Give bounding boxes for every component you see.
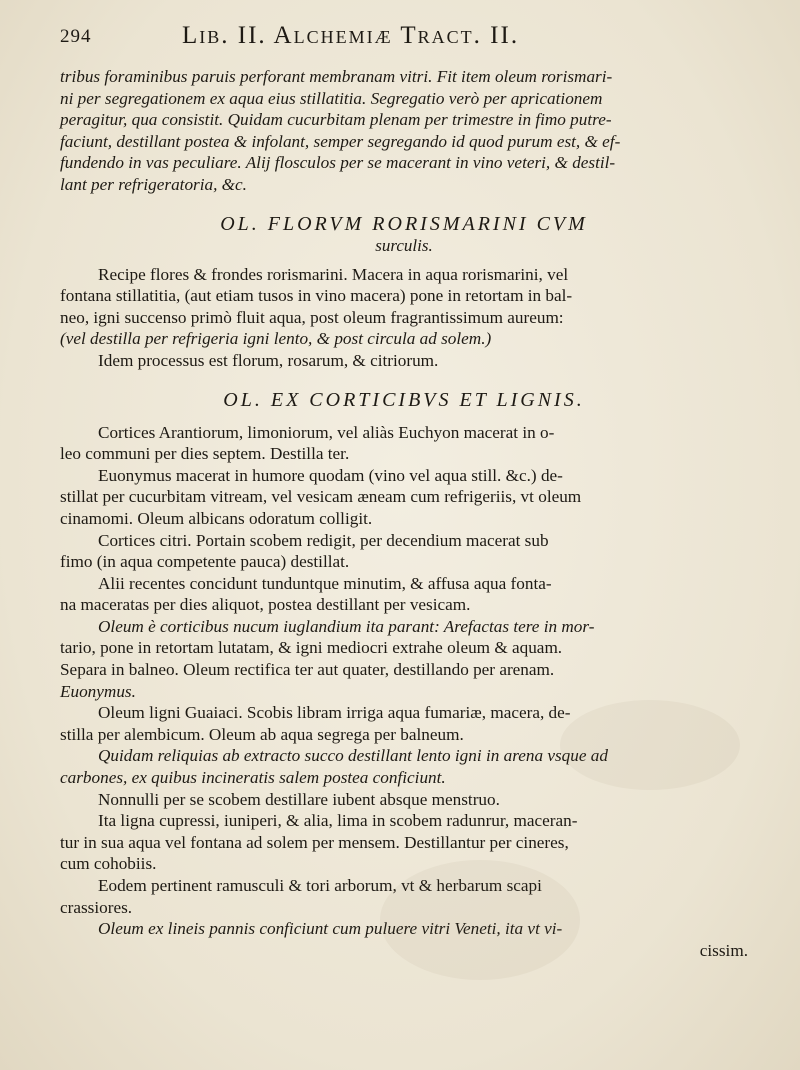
text-line: lant per refrigeratoria, &c. bbox=[60, 174, 247, 194]
text-line: Euonymus macerat in humore quodam (vino vel aqua still. &c.) de- bbox=[98, 465, 563, 485]
text-line: (vel destilla per refrigeria igni lento, & post circula ad solem.) bbox=[60, 329, 492, 349]
text-line: Cortices citri. Portain scobem redigit, per decendium macerat sub bbox=[98, 530, 549, 550]
text-line: carbones, ex quibus incineratis salem postea conficiunt. bbox=[60, 768, 446, 788]
text-line: fontana stillatitia, (aut etiam tusos in vino macera) pone in retortam in bal- bbox=[60, 286, 573, 306]
text-line: crassiores. bbox=[60, 897, 133, 917]
continuation-paragraph bbox=[60, 66, 748, 196]
section-subheading: surculis. bbox=[375, 235, 433, 255]
text-line: Cortices Arantiorum, limoniorum, vel aliàs Euchyon macerat in o- bbox=[98, 422, 555, 442]
text-line: na maceratas per dies aliquot, postea destillant per vesicam. bbox=[60, 595, 471, 615]
text-line: Idem processus est florum, rosarum, & citriorum. bbox=[98, 350, 439, 370]
text-line: tribus foraminibus paruis perforant membranam vitri. Fit item oleum rorismari- bbox=[60, 67, 613, 86]
text-line: Separa in balneo. Oleum rectifica ter aut quater, destillando per arenam. bbox=[60, 660, 555, 680]
text-line: Euonymus. bbox=[60, 681, 136, 701]
text-line: fimo (in aqua competente pauca) destillat. bbox=[60, 552, 350, 572]
text-line: Quidam reliquias ab extracto succo destillant lento igni in arena vsque ad bbox=[98, 746, 608, 766]
section-heading: OL. EX CORTICIBVS ET LIGNIS. bbox=[223, 388, 585, 411]
text-line: Recipe flores & frondes rorismarini. Macera in aqua rorismarini, vel bbox=[98, 264, 569, 284]
section-rorismarini bbox=[60, 212, 748, 372]
text-line: tur in sua aqua vel fontana ad solem per mensem. Destillantur per cineres, bbox=[60, 832, 569, 852]
text-line: Oleum ligni Guaiaci. Scobis libram irriga aqua fumariæ, macera, de- bbox=[98, 703, 571, 723]
text-line: faciunt, destillant postea & infolant, semper segregando id quod purum est, & ef- bbox=[60, 131, 621, 151]
text-line: Alii recentes concidunt tunduntque minutim, & affusa aqua fonta- bbox=[98, 573, 552, 593]
text-line: Oleum ex lineis pannis conficiunt cum puluere vitri Veneti, ita vt vi- bbox=[98, 919, 563, 939]
section-heading: OL. FLORVM RORISMARINI CVM bbox=[220, 212, 588, 235]
running-title: Lib. II. Alchemiæ Tract. II. bbox=[182, 22, 520, 49]
text-line: stilla per alembicum. Oleum ab aqua segrega per balneum. bbox=[60, 724, 464, 744]
page-number: 294 bbox=[60, 26, 92, 47]
text-line: cinamomi. Oleum albicans odoratum colligit. bbox=[60, 508, 373, 528]
text-line: ni per segregationem ex aqua eius stillatitia. Segregatio verò per apricationem bbox=[60, 88, 603, 108]
text-line: stillat per cucurbitam vitream, vel vesicam æneam cum refrigeriis, vt oleum bbox=[60, 487, 582, 507]
text-line: peragitur, qua consistit. Quidam cucurbitam plenam per trimestre in fimo putre- bbox=[60, 110, 612, 130]
section-corticibus bbox=[60, 388, 748, 962]
text-line: Ita ligna cupressi, iuniperi, & alia, lima in scobem radunrur, maceran- bbox=[98, 811, 578, 831]
text-line: leo communi per dies septem. Destilla ter. bbox=[60, 444, 350, 464]
text-line: Oleum è corticibus nucum iuglandium ita parant: Arefactas tere in mor- bbox=[98, 616, 595, 636]
text-line: cum cohobiis. bbox=[60, 854, 157, 874]
text-line: cissim. bbox=[699, 940, 748, 960]
text-line: Nonnulli per se scobem destillare iubent absque menstruo. bbox=[98, 789, 500, 809]
text-line: Eodem pertinent ramusculi & tori arborum, vt & herbarum scapi bbox=[98, 876, 542, 895]
text-line: neo, igni succenso primò fluit aqua, post oleum fragrantissimum aureum: bbox=[60, 307, 564, 327]
text-line: tario, pone in retortam lutatam, & igni mediocri extrahe oleum & aquam. bbox=[60, 638, 563, 658]
running-head bbox=[60, 22, 748, 60]
text-line: fundendo in vas peculiare. Alij flosculos per se macerant in vino veteri, & destil- bbox=[60, 153, 616, 173]
